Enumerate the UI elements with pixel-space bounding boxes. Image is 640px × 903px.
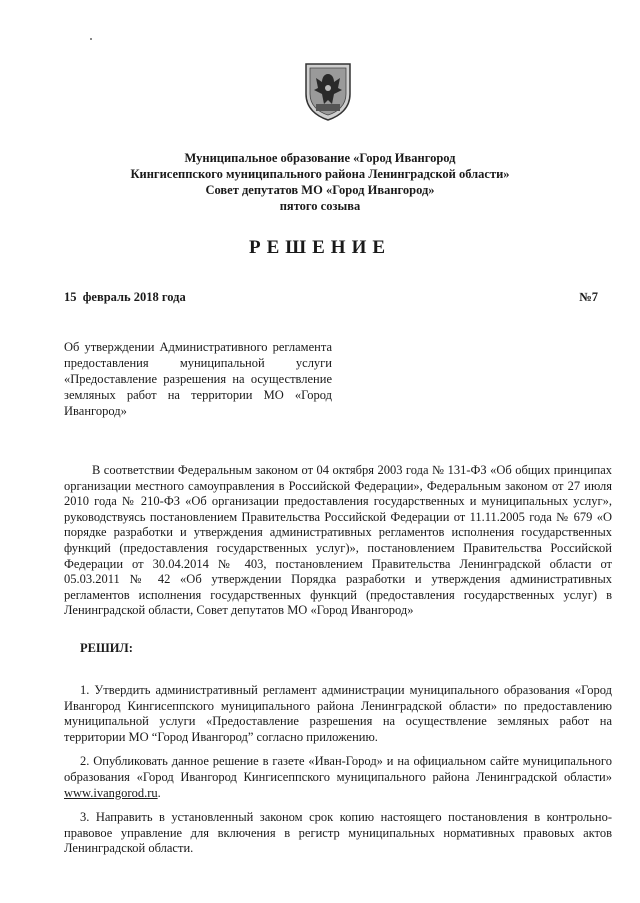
resolution-item-1: 1. Утвердить административный регламент администрации муниципального образования «Город Ивангород Кингисеппского муниципального района Ленинградской области» по предоставлению муниципальной услуги «Предоставление разрешения на осуществление земляных работ на территории МО “Город Ивангород” согласно приложению. xyxy=(64,683,612,744)
document-date: 15 февраль 2018 года xyxy=(64,290,186,304)
coat-of-arms-icon xyxy=(302,60,354,122)
preamble-paragraph: В соответствии Федеральным законом от 04 октября 2003 года № 131-ФЗ «Об общих принципах организации местного самоуправления в Российской Федерации», Федеральным законом от 27 июля 2010 года № 210-ФЗ «Об организации предоставления государственных и муниципальных услуг», руководствуясь постановлением Правительства Российской Федерации от 11.11.2005 года № 679 «О порядке разработки и утверждения административных регламентов исполнения государственных функций (предоставления государственных услуг)», постановлением Правительства Российской Федерации от 30.04.2014 № 403, постановлением Правительства Ленинградской области от 05.03.2011 № 42 «Об утверждении Порядка разработки и утверждения административных регламентов исполнения государственных функций (предоставления государственных услуг) в Ленинградской области, Совет депутатов МО «Город Ивангород» xyxy=(64,463,612,618)
website-link[interactable]: www.ivangorod.ru xyxy=(64,785,158,800)
resolved-heading: РЕШИЛ: xyxy=(80,641,133,655)
resolution-item-2-text: 2. Опубликовать данное решение в газете «Иван-Город» и на официальном сайте муниципального образования «Город Ивангород Кингисеппского муниципального района Ленинградской области» xyxy=(64,754,612,784)
resolution-item-2-end: . xyxy=(157,785,161,800)
resolution-item-2 xyxy=(64,754,612,801)
document-number: №7 xyxy=(579,290,598,304)
document-header xyxy=(60,150,580,214)
document-subject: Об утверждении Административного регламента предоставления муниципальной услуги «Предоставление разрешения на осуществление земляных работ на территории МО «Город Ивангород» xyxy=(64,340,332,418)
header-line-convocation: пятого созыва xyxy=(279,199,361,213)
scan-speck xyxy=(90,38,92,40)
header-line-district: Кингисеппского муниципального района Ленинградской области» xyxy=(130,167,510,181)
resolution-items xyxy=(64,683,612,866)
header-line-municipality: Муниципальное образование «Город Ивангород xyxy=(184,151,456,165)
resolution-item-3: 3. Направить в установленный законом срок копию настоящего постановления в контрольно-правовое управление для включения в регистр муниципальных нормативных правовых актов Ленинградской области. xyxy=(64,810,612,856)
header-line-council: Совет депутатов МО «Город Ивангород» xyxy=(205,183,435,197)
document-title: РЕШЕНИЕ xyxy=(248,237,392,258)
